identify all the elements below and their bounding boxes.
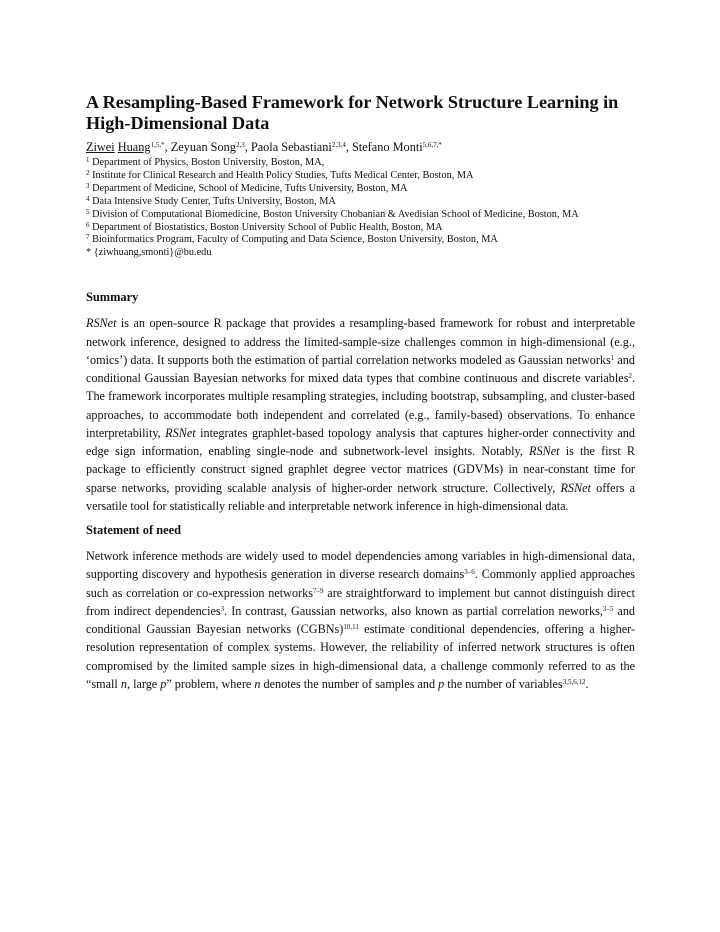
citation-mark: 3–6: [464, 568, 475, 577]
citation-mark: 10,11: [343, 623, 359, 631]
author-separator: ,: [244, 140, 251, 154]
contact-email: * {ziwhuang,smonti}@bu.edu: [86, 247, 212, 259]
math-symbol: n: [254, 676, 261, 691]
package-name: RSNet: [86, 316, 117, 331]
summary-paragraph: RSNet is an open-source R package that provides a resampling-based framework for robust and interpretable network inference, designed to address the limited-sample-size challenges common in high-dimensional (e.g., ‘omics’) data. It supports both the estimation of partial correlation networks modeled as Gaussian networks$^1$ and conditional Gaussian Bayesian networks for mixed data types that combine continuous and discrete variables$^2$. The framework incorporates multiple resampling strategies, including bootstrap, subsampling, and cluster-based approaches, to accommodate both independent and correlated (e.g., family-based) observations. To enhance interpretability, RSNet integrates graphlet-based topology analysis that captures higher-order connectivity and edge sign information, enabling single-node and subnetwork-level insights. Notably, RSNet is the first R package to efficiently construct signed graphlet degree vector matrices (GDVMs) in near-constant time for sparse networks, providing scalable analysis of higher-order network structure. Collectively, RSNet offers a versatile tool for statistically reliable and interpretable network inference in high-dimensional data.: [86, 316, 636, 513]
summary-heading: Summary: [86, 290, 139, 305]
citation-mark: 2: [628, 372, 632, 380]
affiliation-item: $^6$ Department of Biostatistics, Boston University School of Public Health, Boston, MA: [86, 220, 443, 233]
package-name: RSNet: [165, 425, 196, 440]
package-name: RSNet: [560, 480, 591, 495]
author-list: [86, 138, 635, 156]
author-name: Paola Sebastiani: [250, 140, 332, 154]
author-name: Ziwei Huang: [86, 140, 151, 154]
affiliation-item: $^5$ Division of Computational Biomedicine, Boston University Chobanian & Avedisian School of Medicine, Boston, MA: [86, 207, 579, 220]
affiliation-item: $^3$ Department of Medicine, School of Medicine, Tufts University, Boston, MA: [86, 181, 408, 194]
author-name: Zeyuan Song: [170, 140, 236, 154]
affiliation-list: [86, 157, 635, 260]
math-symbol: p: [438, 676, 445, 691]
statement-paragraph: Network inference methods are widely used to model dependencies among variables in high-dimensional data, supporting discovery and hypothesis generation in diverse research domains$^{3-6}$. Commonly applied approaches such as correlation or co-expression networks$^{7-9}$ are straightforward to implement but cannot distinguish direct from indirect dependencies$^3$. In contrast, Gaussian networks, also known as partial correlation neworks,$^{3-5}$ and conditional Gaussian Bayesian networks (CGBNs)$^{10,11}$ estimate conditional dependencies, offering a higher-resolution representation of complex systems. However, the reliability of inferred network structures is often compromised by the limited sample sizes in high-dimensional data, a challenge commonly referred to as the “small n, large p” problem, where n denotes the number of samples and p the number of variables$^{3,5,6,12}$.: [86, 549, 636, 691]
author-name: Stefano Monti: [351, 140, 423, 154]
author-affiliation-marks: 1,5,*: [150, 141, 165, 149]
affiliation-item: $^4$ Data Intensive Study Center, Tufts University, Boston, MA: [86, 194, 336, 207]
citation-mark: 3,5,6,12: [562, 677, 586, 686]
paper-title: A Resampling-Based Framework for Network Structure Learning in High-Dimensional Data: [86, 92, 619, 133]
citation-mark: 3: [220, 604, 225, 613]
citation-mark: 1: [610, 353, 615, 362]
affiliation-item: $^7$ Bioinformatics Program, Faculty of Computing and Data Science, Boston University, Boston, MA: [86, 233, 498, 246]
author-affiliation-marks: 2,3: [235, 141, 245, 149]
author-affiliation-marks: 5,6,7,*: [422, 141, 442, 149]
citation-mark: 3–5: [602, 604, 614, 613]
package-name: RSNet: [529, 444, 560, 458]
author-affiliation-marks: 2,3,4: [331, 141, 346, 149]
statement-heading: Statement of need: [86, 523, 181, 537]
math-symbol: n: [120, 676, 127, 691]
citation-mark: 7–9: [312, 586, 324, 595]
author-separator: ,: [164, 140, 171, 154]
math-symbol: p: [160, 676, 167, 691]
affiliation-item: $^2$ Institute for Clinical Research and Health Policy Studies, Tufts Medical Center, Boston, MA: [86, 168, 474, 181]
affiliation-item: $^1$ Department of Physics, Boston University, Boston, MA,: [86, 156, 325, 168]
author-separator: ,: [345, 140, 352, 154]
